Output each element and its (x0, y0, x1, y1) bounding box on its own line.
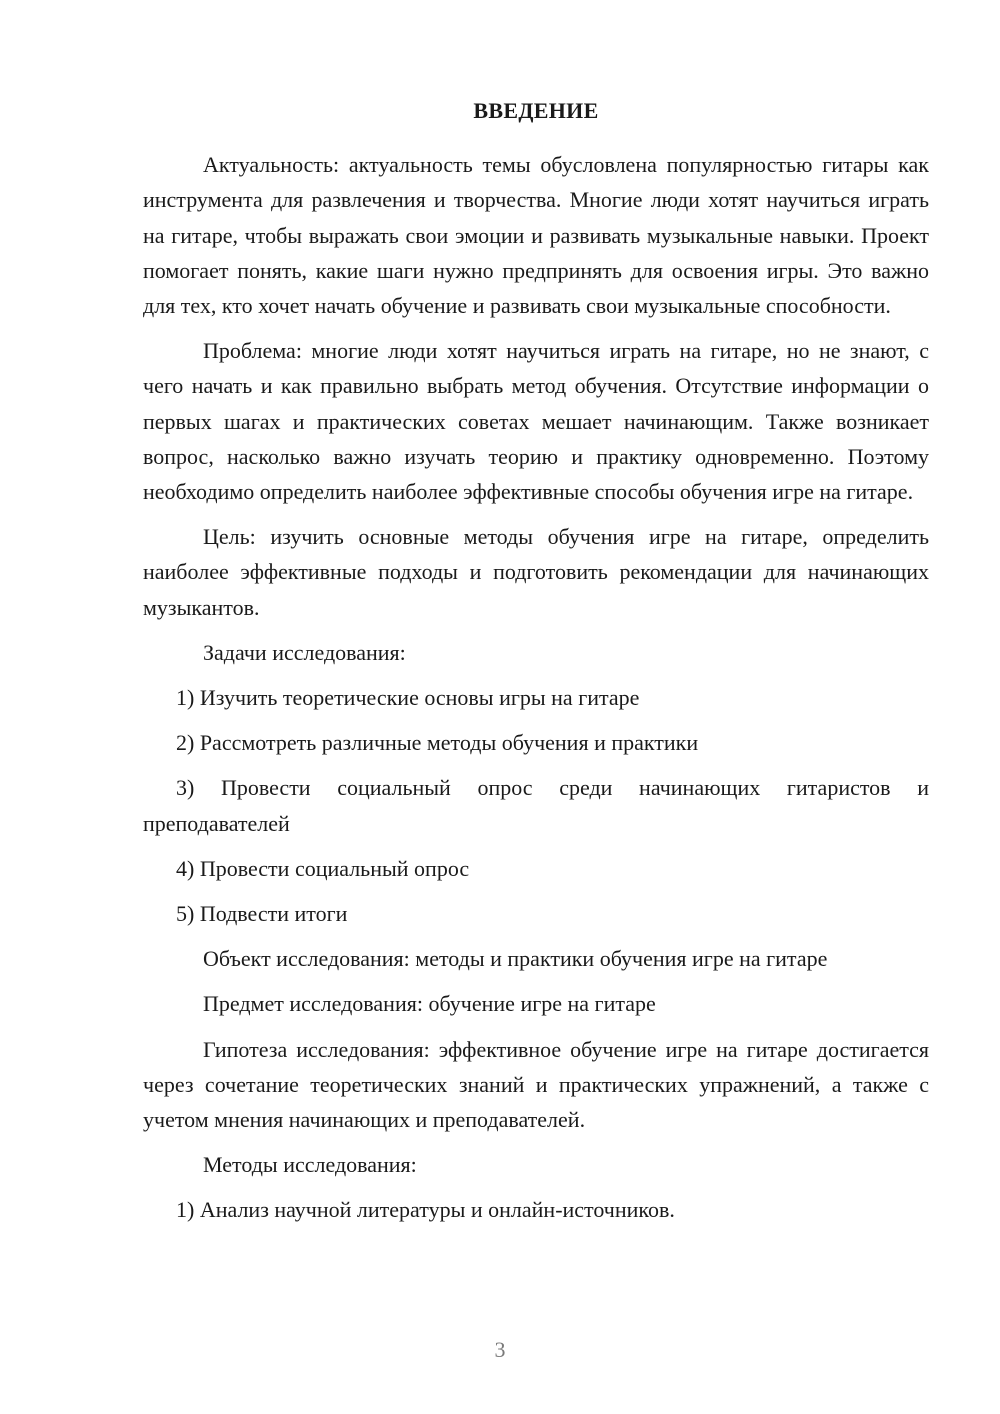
goal-paragraph: Цель: изучить основные методы обучения игре на гитаре, определить наиболее эффективные подходы и подготовить рекомендации для начинающих музыкантов. (143, 524, 929, 620)
task-item: 3) Провести социальный опрос среди начинающих гитаристов и преподавателей (143, 775, 929, 836)
tasks-heading: Задачи исследования: (203, 639, 406, 665)
problem-paragraph: Проблема: многие люди хотят научиться играть на гитаре, но не знают, с чего начать и как правильно выбрать метод обучения. Отсутствие информации о первых шагах и практических советах мешает начинающим. Также возникает вопрос, насколько важно изучать теорию и практику одновременно. Поэтому необходимо определить наиболее эффективные способы обучения игре на гитаре. (143, 338, 929, 505)
task-item: 5) Подвести итоги (176, 901, 348, 927)
relevance-paragraph: Актуальность: актуальность темы обусловлена популярностью гитары как инструмента для развлечения и творчества. Многие люди хотят научиться играть на гитаре, чтобы выражать свои эмоции и развивать музыкальные навыки. Проект помогает понять, какие шаги нужно предпринять для освоения игры. Это важно для тех, кто хочет начать обучение и развивать свои музыкальные способности. (143, 152, 929, 319)
subject-paragraph: Предмет исследования: обучение игре на гитаре (203, 991, 656, 1017)
methods-heading: Методы исследования: (203, 1152, 417, 1178)
task-item: 4) Провести социальный опрос (176, 855, 470, 881)
task-item: 2) Рассмотреть различные методы обучения и практики (176, 730, 699, 756)
section-heading: ВВЕДЕНИЕ (473, 98, 599, 123)
object-paragraph: Объект исследования: методы и практики обучения игре на гитаре (203, 946, 828, 972)
hypothesis-paragraph: Гипотеза исследования: эффективное обучение игре на гитаре достигается через сочетание теоретических знаний и практических упражнений, а также с учетом мнения начинающих и преподавателей. (143, 1036, 929, 1133)
task-item: 1) Изучить теоретические основы игры на гитаре (176, 685, 640, 711)
page-number: 3 (494, 1337, 506, 1362)
method-item: 1) Анализ научной литературы и онлайн-источников. (176, 1197, 675, 1223)
document-page (143, 93, 929, 1238)
